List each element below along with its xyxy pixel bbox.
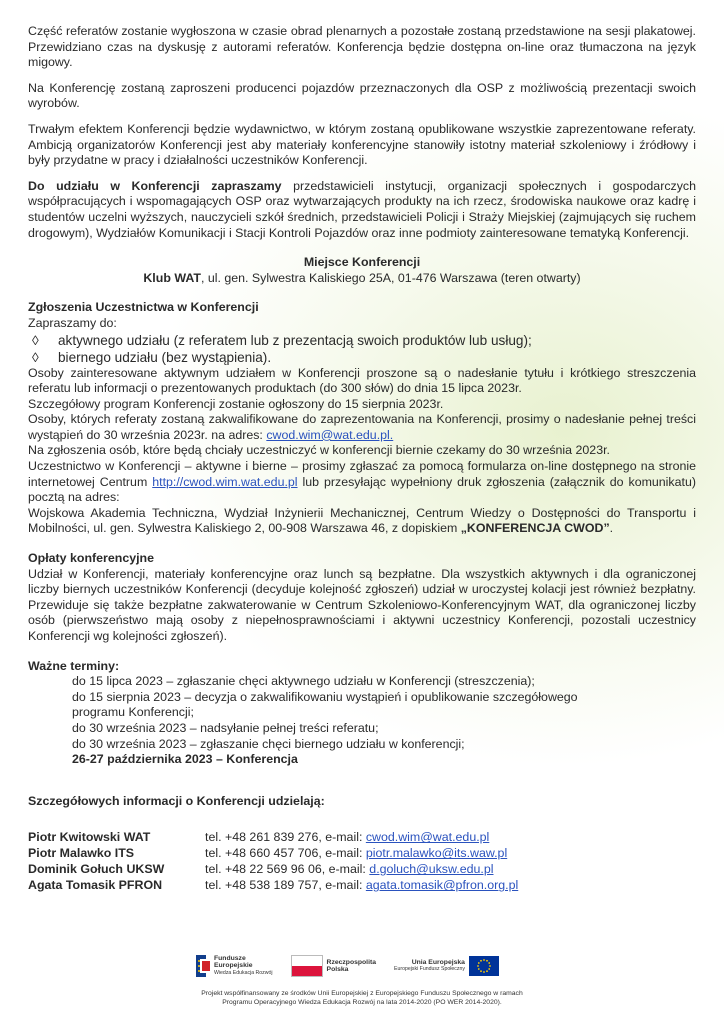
deadline-item: programu Konferencji;	[72, 705, 194, 720]
invitation-text: przedstawicieli instytucji, organizacji społecznych i gospodarczych współpracujących i wspomagających OSP oraz wytwarzających produkty na ich rzecz, środowiska naukowe oraz kadrę i studentów uczelni wyższych, nauczycieli szkół średnich, przedstawicieli Policji i Straży Miejskiej (zajmujących się ruchem drogowym), Wydziałów Komunikacji i Stacji Kontroli Pojazdów oraz inne podmioty zainteresowane tematyką Konferencji.	[28, 178, 696, 240]
deadline-item: do 30 września 2023 – nadsyłanie pełnej treści referatu;	[72, 720, 379, 735]
contact-email-link[interactable]: cwod.wim@wat.edu.pl	[365, 830, 490, 845]
contact-row	[28, 829, 696, 845]
paragraph-publication: Trwałym efektem Konferencji będzie wydawnictwo, w którym zostaną opublikowane wszystkie zaprezentowane referaty. Ambicją organizatorów Konferencji jest aby materiały konferencyjne stanowiły istotny materiał szkoleniowy i źródłowy i były przydatne w pracy i działalności uczestników Konferencji.	[28, 121, 696, 168]
invitation-lead: Do udziału w Konferencji zapraszamy	[28, 178, 282, 193]
logo-rzeczpospolita-polska: Rzeczpospolita Polska	[291, 955, 376, 977]
contact-name: Piotr Malawko ITS	[28, 846, 135, 861]
paragraph-sessions: Część referatów zostanie wygłoszona w czasie obrad plenarnych a pozostałe zostaną przedstawione na sesji plakatowej. Przewidziano czas na dyskusję z autorami referatów. Konferencja będzie dostępna on-line oraz tłumaczona na język migowy.	[28, 24, 696, 70]
funding-footer: Projekt współfinansowany ze środków Unii Europejskiej z Europejskiego Funduszu Społecznego w ramach Programu Operacyjnego Wiedza Edukacja Rozwój na lata 2014-2020 (PO WER 2014-2020).	[201, 990, 523, 1006]
registration-section	[28, 300, 696, 537]
list-item: ◊ biernego udziału (bez wystąpienia).	[32, 349, 272, 365]
venue-street: , ul. gen. Sylwestra Kaliskiego 25A, 01-476 Warszawa (teren otwarty)	[200, 270, 581, 285]
deadline-item: do 30 września 2023 – zgłaszanie chęci biernego udziału w konferencji;	[72, 736, 465, 751]
paragraph-producers: Na Konferencję zostaną zaproszeni producenci pojazdów przeznaczonych dla OSP z możliwością prezentacji swoich wyrobów.	[28, 80, 696, 111]
logo-fundusze-europejskie: Fundusze Europejskie Wiedza Edukacja Rozwój	[196, 955, 273, 977]
registration-form: Uczestnictwo w Konferencji – aktywne i bierne – prosimy zgłaszać za pomocą formularza on-line dostępnego na stronie internetowej Centrum http://cwod.wim.wat.edu.pl lub przesyłając wypełniony druk zgłoszenia (załącznik do komunikatu) pocztą na adres:	[28, 459, 696, 505]
contact-name: Agata Tomasik PFRON	[28, 878, 163, 893]
contact-row	[28, 861, 696, 877]
contacts-title: Szczegółowych informacji o Konferencji udzielają:	[28, 793, 325, 808]
registration-abstracts: Osoby zainteresowane aktywnym udziałem w Konferencji proszone są o nadesłanie tytułu i krótkiego streszczenia referatu lub informacji o prezentowanych produktach (do 300 słów) do dnia 15 lipca 2023r.	[28, 365, 696, 396]
contact-email-link[interactable]: agata.tomasik@pfron.org.pl	[365, 878, 519, 893]
registration-fulltext: Osoby, których referaty zostaną zakwalifikowane do zaprezentowania na Konferencji, prosimy o nadesłanie pełnej treści wystąpień do 30 września 2023r. na adres: cwod.wim@wat.edu.pl.	[28, 412, 696, 442]
registration-program: Szczegółowy program Konferencji zostanie ogłoszony do 15 sierpnia 2023r.	[28, 396, 444, 411]
deadline-item: do 15 lipca 2023 – zgłaszanie chęci aktywnego udziału w Konferencji (streszczenia);	[72, 674, 535, 689]
fees-section	[28, 551, 696, 645]
contact-email-link[interactable]: piotr.malawko@its.waw.pl	[365, 846, 508, 861]
contact-row	[28, 877, 696, 893]
contact-details: tel. +48 22 569 96 06, e-mail: d.goluch@uksw.edu.pl	[205, 862, 494, 877]
fundusze-europejskie-icon	[196, 955, 210, 977]
registration-intro: Zapraszamy do:	[28, 315, 117, 330]
postal-annotation: „KONFERENCJA CWOD”	[460, 521, 610, 536]
contact-row	[28, 845, 696, 861]
list-item: ◊ aktywnego udziału (z referatem lub z prezentacją swoich produktów lub usług);	[32, 332, 532, 348]
deadline-item: do 15 sierpnia 2023 – decyzja o zakwalifikowaniu wystąpień i opublikowanie szczegółowego	[72, 689, 578, 704]
deadlines-list	[72, 674, 696, 768]
participation-options	[28, 332, 696, 366]
diamond-bullet-icon: ◊	[32, 349, 39, 365]
polish-flag-icon	[291, 955, 323, 977]
contact-name: Piotr Kwitowski WAT	[28, 830, 151, 845]
email-link-cwod[interactable]: cwod.wim@wat.edu.pl.	[266, 427, 394, 442]
deadline-conference: 26-27 października 2023 – Konferencja	[72, 752, 298, 767]
logo-unia-europejska: Unia Europejska Europejski Fundusz Społeczny	[394, 956, 499, 976]
venue-title: Miejsce Konferencji	[303, 255, 421, 270]
venue-address	[28, 271, 696, 287]
contact-email-link[interactable]: d.goluch@uksw.edu.pl	[369, 862, 494, 877]
contact-details: tel. +48 538 189 757, e-mail: agata.tomasik@pfron.org.pl	[205, 878, 519, 893]
contact-details: tel. +48 660 457 706, e-mail: piotr.malawko@its.waw.pl	[205, 846, 508, 861]
venue-section	[28, 255, 696, 286]
paragraph-invitation	[28, 179, 696, 241]
document-page	[28, 24, 696, 893]
registration-title: Zgłoszenia Uczestnictwa w Konferencji	[28, 300, 259, 315]
funding-logos	[196, 952, 526, 980]
contact-details: tel. +48 261 839 276, e-mail: cwod.wim@wat.edu.pl	[205, 830, 490, 845]
contact-name: Dominik Gołuch UKSW	[28, 862, 165, 877]
deadlines-section	[28, 659, 696, 768]
venue-name: Klub WAT	[143, 270, 201, 285]
deadlines-title: Ważne terminy:	[28, 658, 120, 673]
contacts-section	[28, 794, 696, 894]
eu-flag-icon	[469, 956, 499, 976]
website-link[interactable]: http://cwod.wim.wat.edu.pl	[152, 474, 298, 489]
diamond-bullet-icon: ◊	[32, 332, 39, 348]
registration-postal-address: Wojskowa Akademia Techniczna, Wydział Inżynierii Mechanicznej, Centrum Wiedzy o Dostępności do Transportu i Mobilności, ul. gen. Sylwestra Kaliskiego 2, 00-908 Warszawa 46, z dopiskiem „KONFERENCJA CWOD”.	[28, 505, 696, 536]
fees-title: Opłaty konferencyjne	[28, 551, 155, 566]
contacts-list	[28, 829, 696, 893]
registration-passive: Na zgłoszenia osób, które będą chciały uczestniczyć w konferencji biernie czekamy do 30 września 2023r.	[28, 443, 610, 458]
fees-text: Udział w Konferencji, materiały konferencyjne oraz lunch są bezpłatne. Dla wszystkich aktywnych i dla ograniczonej liczby biernych uczestników Konferencji (decyduje kolejność zgłoszeń) udział w uroczystej kolacji jest również bezpłatny. Przewiduje się także bezpłatne zakwaterowanie w Centrum Szkoleniowo-Konferencyjnym WAT, dla ograniczonej liczby osób (pierwszeństwo mają osoby z niepełnosprawnościami i aktywni uczestnicy Konferencji, pozostali uczestnicy Konferencji wg kolejności zgłoszeń).	[28, 566, 696, 643]
